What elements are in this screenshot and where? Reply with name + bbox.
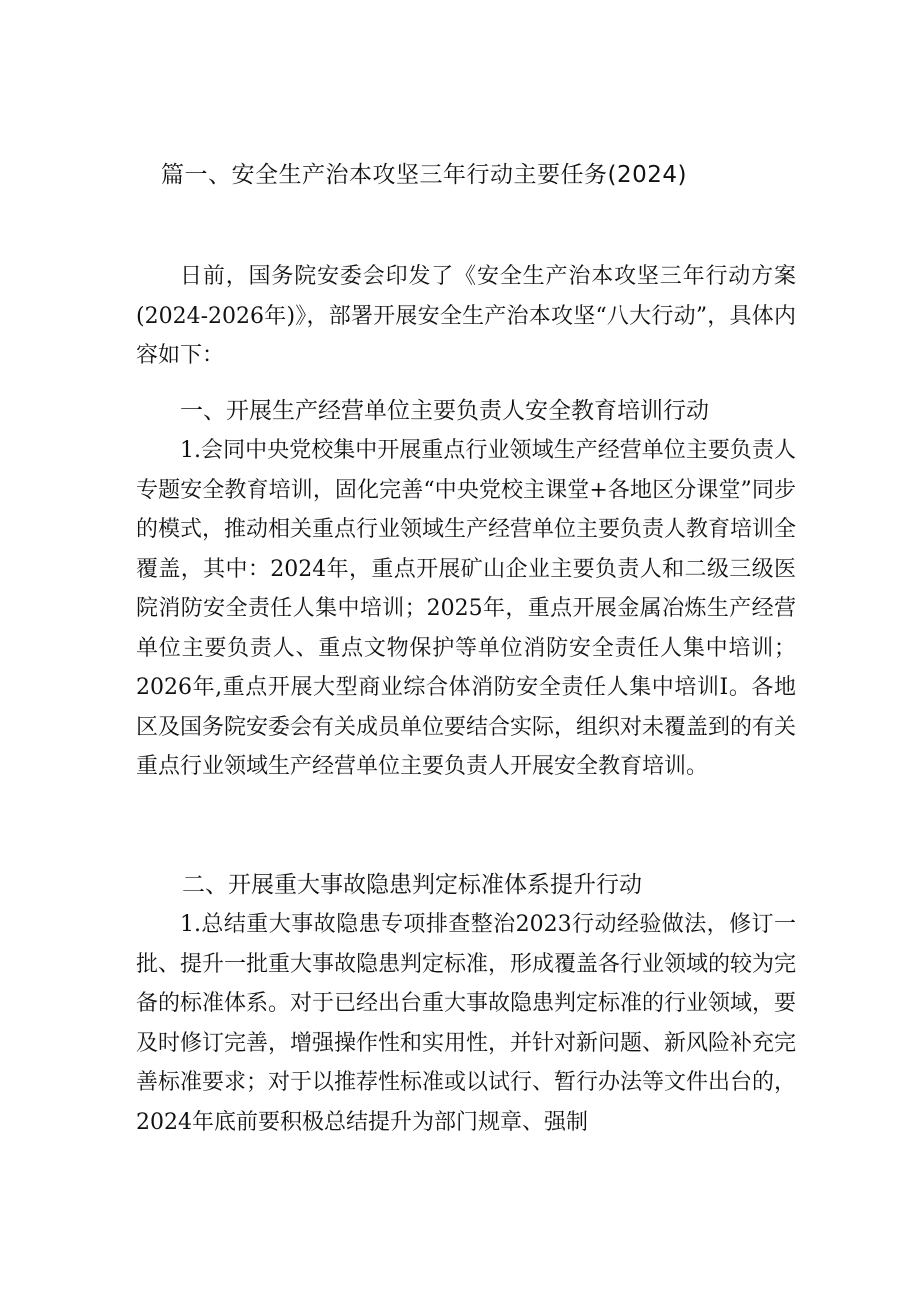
section-1-heading: 一、开展生产经营单位主要负责人安全教育培训行动 [180,398,709,424]
section-2-heading: 二、开展重大事故隐患判定标准体系提升行动 [182,872,642,898]
document-title: 篇一、安全生产治本攻坚三年行动主要任务(2024) [161,162,687,188]
intro-paragraph: 日前，国务院安委会印发了《安全生产治本攻坚三年行动方案(2024-2026年)》，部署开展安全生产治本攻坚“八大行动”，具体内容如下： [136,264,796,368]
section-1-paragraph: 1.会同中央党校集中开展重点行业领域生产经营单位主要负责人专题安全教育培训，固化完善“中央党校主课堂+各地区分课堂”同步的模式，推动相关重点行业领域生产经营单位主要负责人教育培训全覆盖，其中：2024年，重点开展矿山企业主要负责人和二级三级医院消防安全责任人集中培训；2025年，重点开展金属冶炼生产经营单位主要负责人、重点文物保护等单位消防安全责任人集中培训；2026年,重点开展大型商业综合体消防安全责任人集中培训I。各地区及国务院安委会有关成员单位要结合实际，组织对未覆盖到的有关重点行业领域生产经营单位主要负责人开展安全教育培训。 [136,438,797,779]
section-2-paragraph: 1.总结重大事故隐患专项排查整治2023行动经验做法，修订一批、提升一批重大事故隐患判定标准，形成覆盖各行业领域的较为完备的标准体系。对于已经出台重大事故隐患判定标准的行业领域，要及时修订完善，增强操作性和实用性，并针对新问题、新风险补充完善标准要求；对于以推荐性标准或以试行、暂行办法等文件出台的，2024年底前要积极总结提升为部门规章、强制 [136,912,797,1135]
